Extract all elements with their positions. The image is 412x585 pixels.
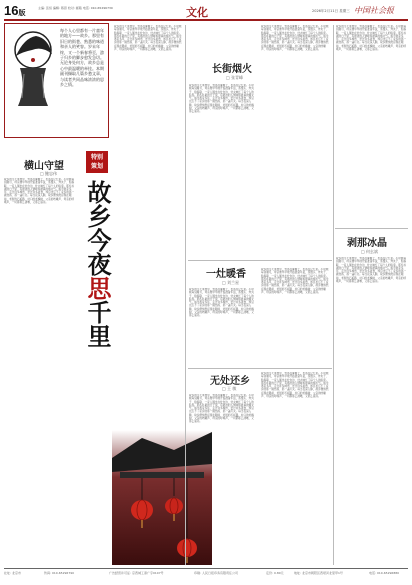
article-body-yizao-a: 故乡的冬天来得早，雪落在屋檐上，也落在记忆里。小时候每到腊月，母亲便早早地开始准备年货，蒸馒头、炸丸子、贴春联，一家人围坐在灶台边，灶火映红了每个人的脸庞。那些朴素的日子里，有最浓的人情味和最真的烟火气。如今离家多年，走过许多城市，尝过许多美食，却总也忘不了家乡的那一碗热汤、那一盏灯火。每当夜深人静，故乡便悄然浮现在眼前，老街的石板路、村口的老槐树、父亲的咳嗽声、母亲的呼唤声，一切都那么清晰，又那么遥远。 bbox=[189, 288, 254, 318]
article-byline-hengshan: □ 鲍忠伟 bbox=[40, 171, 58, 176]
section-title: 文化 bbox=[186, 6, 208, 19]
article-body-changjie-b: 故乡的冬天来得早，雪落在屋檐上，也落在记忆里。小时候每到腊月，母亲便早早地开始准备年货，蒸馒头、炸丸子、贴春联，一家人围坐在灶台边，灶火映红了每个人的脸庞。那些朴素的日子里，有最浓的人情味和最真的烟火气。如今离家多年，走过许多城市，尝过许多美食，却总也忘不了家乡的那一碗热汤、那一盏灯火。每当夜深人静，故乡便悄然浮现在眼前，老街的石板路、村口的老槐树、父亲的咳嗽声、母亲的呼唤声，一切都那么清晰，又那么遥远。 bbox=[261, 25, 329, 52]
section-divider-1 bbox=[188, 260, 332, 261]
article-body-wuchu-a: 故乡的冬天来得早，雪落在屋檐上，也落在记忆里。小时候每到腊月，母亲便早早地开始准备年货，蒸馒头、炸丸子、贴春联，一家人围坐在灶台边，灶火映红了每个人的脸庞。那些朴素的日子里，有最浓的人情味和最真的烟火气。如今离家多年，走过许多城市，尝过许多美食，却总也忘不了家乡的那一碗热汤、那一盏灯火。每当夜深人静，故乡便悄然浮现在眼前，老街的石板路、村口的老槐树、父亲的咳嗽声、母亲的呼唤声，一切都那么清晰，又那么遥远。 bbox=[189, 394, 254, 424]
article-title-hengshan: 横山守望 bbox=[24, 161, 64, 172]
intro-box bbox=[4, 23, 109, 138]
feature-title-part2: 千里 bbox=[83, 300, 112, 348]
page-number-unit: 版 bbox=[18, 10, 26, 17]
article-byline-wuchu: □ 王 敏 bbox=[222, 386, 237, 391]
article-body-bona: 故乡的冬天来得早，雪落在屋檐上，也落在记忆里。小时候每到腊月，母亲便早早地开始准备年货，蒸馒头、炸丸子、贴春联，一家人围坐在灶台边，灶火映红了每个人的脸庞。那些朴素的日子里，有最浓的人情味和最真的烟火气。如今离家多年，走过许多城市，尝过许多美食，却总也忘不了家乡的那一碗热汤、那一盏灯火。每当夜深人静，故乡便悄然浮现在眼前，老街的石板路、村口的老槐树、父亲的咳嗽声、母亲的呼唤声，一切都那么清晰，又那么遥远。 bbox=[336, 257, 407, 284]
feature-body-a: 故乡的冬天来得早，雪落在屋檐上，也落在记忆里。小时候每到腊月，母亲便早早地开始准备年货，蒸馒头、炸丸子、贴春联，一家人围坐在灶台边，灶火映红了每个人的脸庞。那些朴素的日子里，有最浓的人情味和最真的烟火气。如今离家多年，走过许多城市，尝过许多美食，却总也忘不了家乡的那一碗热汤、那一盏灯火。每当夜深人静，故乡便悄然浮现在眼前，老街的石板路、村口的老槐树、父亲的咳嗽声、母亲的呼唤声，一切都那么清晰，又那么遥远。 bbox=[114, 25, 182, 52]
article-title-yizao: 一灶暖香 bbox=[206, 269, 246, 280]
feature-tag-line1: 特别 bbox=[90, 154, 103, 161]
intro-text: 每个人心里都有一片童年的地方——故乡。那里有旧日的街巷、熟悉的味道和亲人的笑容。岁末年终，又一个新春将至，游子归乡的脚步愈发急切。无论身处何方，故乡总是心中最温暖的牵挂。本期副刊撷取几篇乡愁文章，与读者共同品味浓浓的思乡之情。 bbox=[60, 28, 104, 88]
feature-tag bbox=[86, 151, 108, 173]
article-byline-bona: □ 何玄斌 bbox=[361, 249, 379, 254]
article-body-wuchu-b: 故乡的冬天来得早，雪落在屋檐上，也落在记忆里。小时候每到腊月，母亲便早早地开始准备年货，蒸馒头、炸丸子、贴春联，一家人围坐在灶台边，灶火映红了每个人的脸庞。那些朴素的日子里，有最浓的人情味和最真的烟火气。如今离家多年，走过许多城市，尝过许多美食，却总也忘不了家乡的那一碗热汤、那一盏灯火。每当夜深人静，故乡便悄然浮现在眼前，老街的石板路、村口的老槐树、父亲的咳嗽声、母亲的呼唤声，一切都那么清晰，又那么遥远。 bbox=[261, 372, 329, 399]
feature-title bbox=[80, 180, 112, 348]
ink-illustration bbox=[8, 28, 58, 108]
footer-fax: 传真: 010-65296790 bbox=[44, 571, 75, 575]
page-header bbox=[4, 4, 408, 18]
footer-printer: 印刷: 人民日报印务有限责任公司 bbox=[194, 571, 238, 575]
footer-address-2: 地址: 北京市朝阳区西坝河北里甲1号 bbox=[294, 571, 343, 575]
article-title-wuchu: 无处还乡 bbox=[210, 376, 250, 387]
article-body-right-top: 故乡的冬天来得早，雪落在屋檐上，也落在记忆里。小时候每到腊月，母亲便早早地开始准备年货，蒸馒头、炸丸子、贴春联，一家人围坐在灶台边，灶火映红了每个人的脸庞。那些朴素的日子里，有最浓的人情味和最真的烟火气。如今离家多年，走过许多城市，尝过许多美食，却总也忘不了家乡的那一碗热汤、那一盏灯火。每当夜深人静，故乡便悄然浮现在眼前，老街的石板路、村口的老槐树、父亲的咳嗽声、母亲的呼唤声，一切都那么清晰，又那么遥远。 bbox=[336, 25, 407, 52]
editors-line: 主编: 张恒 编辑: 蒋思 校对: 邮箱 电话: 010-65296730 bbox=[38, 6, 113, 10]
article-body-yizao-b: 故乡的冬天来得早，雪落在屋檐上，也落在记忆里。小时候每到腊月，母亲便早早地开始准备年货，蒸馒头、炸丸子、贴春联，一家人围坐在灶台边，灶火映红了每个人的脸庞。那些朴素的日子里，有最浓的人情味和最真的烟火气。如今离家多年，走过许多城市，尝过许多美食，却总也忘不了家乡的那一碗热汤、那一盏灯火。每当夜深人静，故乡便悄然浮现在眼前，老街的石板路、村口的老槐树、父亲的咳嗽声、母亲的呼唤声，一切都那么清晰，又那么遥远。 bbox=[261, 268, 329, 295]
footer bbox=[4, 571, 408, 581]
footer-address: 社址: 北京市 bbox=[4, 571, 21, 575]
page-number bbox=[4, 4, 25, 18]
article-title-bona: 剥那冰晶 bbox=[347, 238, 387, 249]
footer-rule bbox=[4, 568, 408, 569]
column-divider-2 bbox=[333, 25, 334, 565]
article-title-changjie: 长街烟火 bbox=[212, 64, 252, 75]
issue-date: 2026年2月11日 星期三 bbox=[312, 9, 350, 13]
article-byline-changjie: □ 张青峰 bbox=[226, 75, 244, 80]
section-divider-2 bbox=[188, 368, 332, 369]
footer-phone: 电话: 010-65296880 bbox=[369, 571, 400, 575]
feature-title-highlight: 思 bbox=[83, 276, 112, 300]
feature-title-part1: 故乡今夜 bbox=[83, 180, 112, 276]
header-rule bbox=[4, 19, 408, 21]
page-number-value: 16 bbox=[4, 3, 19, 18]
footer-license: 广告经营许可证: 京西城工商广字0107号 bbox=[109, 571, 164, 575]
column-divider-1 bbox=[185, 25, 186, 565]
newspaper-brand: 中国社会报 bbox=[354, 6, 394, 15]
footer-price: 定价: 0.80元 bbox=[266, 571, 284, 575]
feature-tag-line2: 策划 bbox=[90, 163, 103, 170]
article-byline-yizao: □ 刘兰星 bbox=[222, 280, 240, 285]
article-body-changjie-a: 故乡的冬天来得早，雪落在屋檐上，也落在记忆里。小时候每到腊月，母亲便早早地开始准备年货，蒸馒头、炸丸子、贴春联，一家人围坐在灶台边，灶火映红了每个人的脸庞。那些朴素的日子里，有最浓的人情味和最真的烟火气。如今离家多年，走过许多城市，尝过许多美食，却总也忘不了家乡的那一碗热汤、那一盏灯火。每当夜深人静，故乡便悄然浮现在眼前，老街的石板路、村口的老槐树、父亲的咳嗽声、母亲的呼唤声，一切都那么清晰，又那么遥远。 bbox=[189, 84, 254, 114]
section-divider-3 bbox=[335, 228, 408, 229]
article-body-hengshan: 故乡的冬天来得早，雪落在屋檐上，也落在记忆里。小时候每到腊月，母亲便早早地开始准备年货，蒸馒头、炸丸子、贴春联，一家人围坐在灶台边，灶火映红了每个人的脸庞。那些朴素的日子里，有最浓的人情味和最真的烟火气。如今离家多年，走过许多城市，尝过许多美食，却总也忘不了家乡的那一碗热汤、那一盏灯火。每当夜深人静，故乡便悄然浮现在眼前，老街的石板路、村口的老槐树、父亲的咳嗽声、母亲的呼唤声，一切都那么清晰，又那么遥远。 bbox=[4, 178, 75, 205]
